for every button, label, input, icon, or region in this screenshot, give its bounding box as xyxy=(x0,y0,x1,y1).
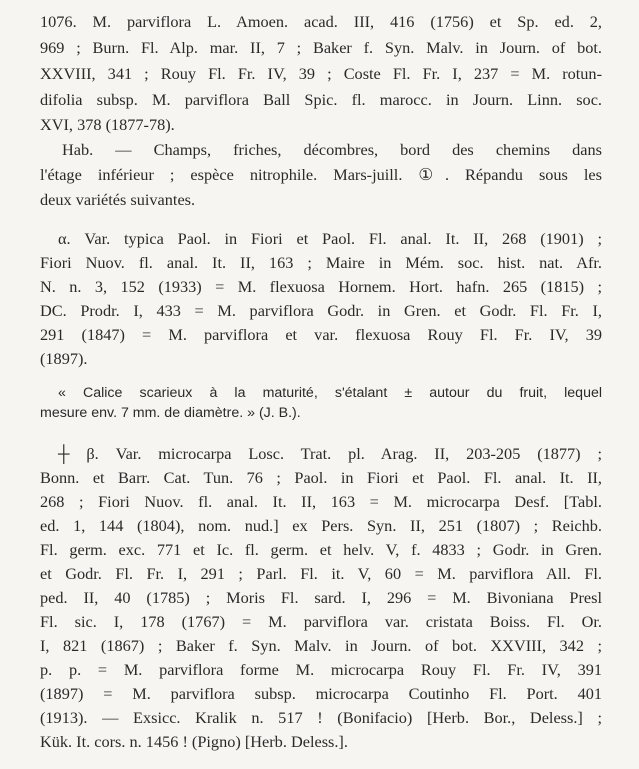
var-beta-line-1: ┼ β. Var. microcarpa Losc. Trat. pl. Arag. II, 203-205 (1877) ; xyxy=(58,444,602,463)
var-beta-line-5: Fl. germ. exc. 771 et Ic. fl. germ. et helv. V, f. 4833 ; Godr. in Gren. xyxy=(40,540,602,559)
entry-line-4: difolia subsp. M. parviflora Ball Spic. fl. marocc. in Journ. Linn. soc. xyxy=(40,90,602,109)
var-alpha-line-5: 291 (1847) = M. parviflora et var. flexuosa Rouy Fl. Fr. IV, 39 xyxy=(40,325,602,344)
habitat-line-1: Hab. — Champs, friches, décombres, bord des chemins dans xyxy=(62,140,602,159)
habitat-line-3: deux variétés suivantes. xyxy=(40,190,196,209)
var-alpha-line-4: DC. Prodr. I, 433 = M. parviflora Godr. in Gren. et Godr. Fl. Fr. I, xyxy=(40,301,602,320)
var-alpha-line-1: α. Var. typica Paol. in Fiori et Paol. Fl. anal. It. II, 268 (1901) ; xyxy=(58,229,602,248)
var-beta-line-7: ped. II, 40 (1785) ; Moris Fl. sard. I, 296 = M. Bivoniana Presl xyxy=(40,588,602,607)
var-beta-line-11: (1897) = M. parviflora subsp. microcarpa Coutinho Fl. Port. 401 xyxy=(40,684,602,703)
var-beta-line-10: p. p. = M. parviflora forme M. microcarpa Rouy Fl. Fr. IV, 391 xyxy=(40,660,602,679)
var-alpha-quote-line-2: mesure env. 7 mm. de diamètre. » (J. B.). xyxy=(40,405,301,421)
var-alpha-quote-line-1: « Calice scarieux à la maturité, s'étalant ± autour du fruit, lequel xyxy=(58,385,602,401)
var-alpha-line-6: (1897). xyxy=(40,349,88,368)
var-beta-line-3: 268 ; Fiori Nuov. fl. anal. It. II, 163 = M. microcarpa Desf. [Tabl. xyxy=(40,492,602,511)
var-beta-line-2: Bonn. et Barr. Cat. Tun. 76 ; Paol. in Fiori et Paol. Fl. anal. It. II, xyxy=(40,468,602,487)
var-beta-line-8: Fl. sic. I, 178 (1767) = M. parviflora var. cristata Boiss. Fl. Or. xyxy=(40,612,602,631)
var-alpha-line-2: Fiori Nuov. fl. anal. It. II, 163 ; Maire in Mém. soc. hist. nat. Afr. xyxy=(40,253,602,272)
var-beta-line-6: et Godr. Fl. Fr. I, 291 ; Parl. Fl. it. V, 60 = M. parviflora All. Fl. xyxy=(40,564,602,583)
var-beta-line-13: Kük. It. cors. n. 1456 ! (Pigno) [Herb. Deless.]. xyxy=(40,732,348,751)
habitat-line-2: l'étage inférieur ; espèce nitrophile. Mars-juill. ①. Répandu sous les xyxy=(40,165,602,184)
entry-line-5: XVI, 378 (1877-78). xyxy=(40,115,175,134)
var-alpha-line-3: N. n. 3, 152 (1933) = M. flexuosa Hornem. Hort. hafn. 265 (1815) ; xyxy=(40,277,602,296)
entry-line-2: 969 ; Burn. Fl. Alp. mar. II, 7 ; Baker f. Syn. Malv. in Journ. of bot. xyxy=(40,38,602,57)
entry-line-3: XXVIII, 341 ; Rouy Fl. Fr. IV, 39 ; Coste Fl. Fr. I, 237 = M. rotun- xyxy=(40,64,602,83)
entry-line-1: 1076. M. parviflora L. Amoen. acad. III, 416 (1756) et Sp. ed. 2, xyxy=(40,12,602,31)
var-beta-line-4: ed. 1, 144 (1804), nom. nud.] ex Pers. Syn. II, 251 (1807) ; Reichb. xyxy=(40,516,602,535)
var-beta-line-12: (1913). — Exsicc. Kralik n. 517 ! (Bonifacio) [Herb. Bor., Deless.] ; xyxy=(40,708,602,727)
var-beta-line-9: I, 821 (1867) ; Baker f. Syn. Malv. in Journ. of bot. XXVIII, 342 ; xyxy=(40,636,602,655)
